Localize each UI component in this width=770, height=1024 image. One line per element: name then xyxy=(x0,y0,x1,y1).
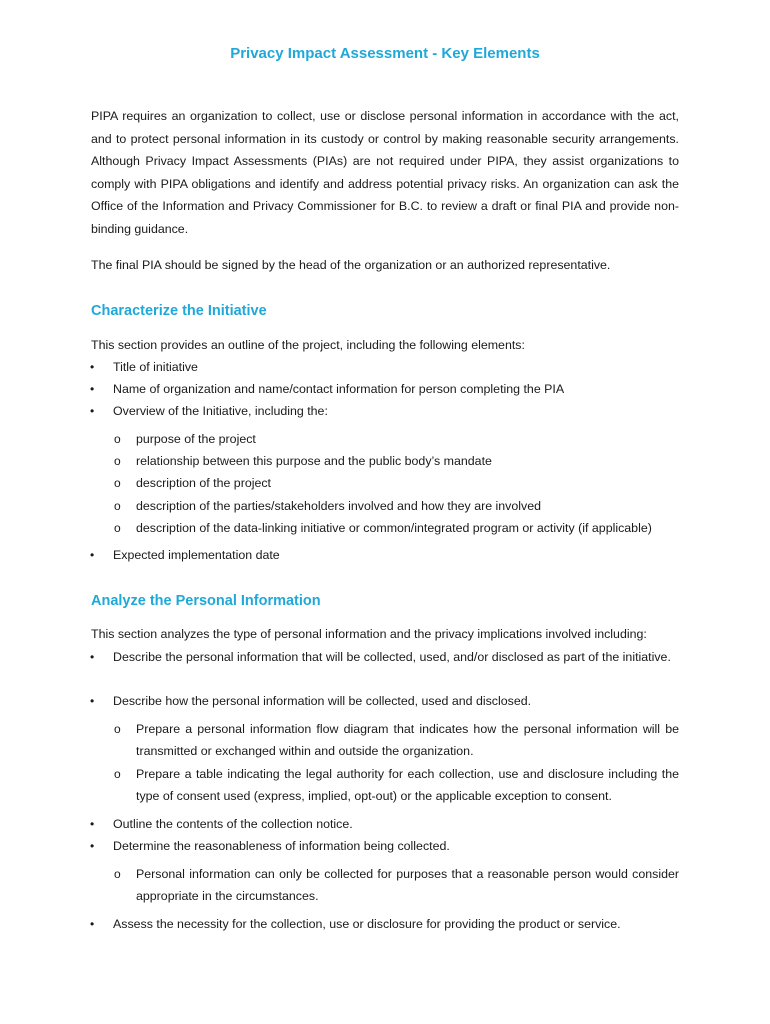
list-item: Name of organization and name/contact information for person completing the PIA xyxy=(113,382,565,396)
bullet-marker: • xyxy=(90,404,95,418)
list-item: Outline the contents of the collection notice. xyxy=(113,817,353,831)
bullet-marker: • xyxy=(90,650,95,664)
list-item: Describe how the personal information will be collected, used and disclosed. xyxy=(113,694,532,708)
sub-list-item: Prepare a personal information flow diagram that indicates how the personal information will be transmitted or exchanged within and outside the organization. xyxy=(136,722,679,758)
bullet-marker: • xyxy=(90,817,95,831)
sub-bullet-marker: o xyxy=(114,432,121,446)
section-heading-analyze: Analyze the Personal Information xyxy=(91,593,321,609)
sub-list-item: relationship between this purpose and the public body’s mandate xyxy=(136,454,492,468)
sub-list-item: Prepare a table indicating the legal authority for each collection, use and disclosure including the type of consent used (express, implied, opt-out) or the applicable exception to consent. xyxy=(136,767,679,803)
signature-paragraph: The final PIA should be signed by the head of the organization or an authorized representative. xyxy=(91,258,611,272)
intro-paragraph: PIPA requires an organization to collect, use or disclose personal information in accordance with the act, and to protect personal information in its custody or control by making reasonable security arrangements. Although Privacy Impact Assessments (PIAs) are not required under PIPA, they assist organizations to comply with PIPA obligations and identify and address potential privacy risks. An organization can ask the Office of the Information and Privacy Commissioner for B.C. to review a draft or final PIA and provide non-binding guidance. xyxy=(91,109,679,236)
list-item: Assess the necessity for the collection, use or disclosure for providing the product or service. xyxy=(113,917,621,931)
list-item: Title of initiative xyxy=(113,360,198,374)
sub-list-item: description of the data-linking initiative or common/integrated program or activity (if applicable) xyxy=(136,521,652,535)
sub-bullet-marker: o xyxy=(114,767,121,781)
bullet-marker: • xyxy=(90,917,95,931)
section-lead: This section analyzes the type of personal information and the privacy implications involved including: xyxy=(91,627,647,641)
bullet-marker: • xyxy=(90,694,95,708)
bullet-marker: • xyxy=(90,548,95,562)
sub-bullet-marker: o xyxy=(114,722,121,736)
list-item: Expected implementation date xyxy=(113,548,280,562)
sub-bullet-marker: o xyxy=(114,476,121,490)
bullet-marker: • xyxy=(90,382,95,396)
sub-bullet-marker: o xyxy=(114,499,121,513)
bullet-marker: • xyxy=(90,360,95,374)
document-title: Privacy Impact Assessment - Key Elements xyxy=(230,45,540,62)
sub-list-item: Personal information can only be collected for purposes that a reasonable person would consider appropriate in the circumstances. xyxy=(136,867,679,903)
list-item: Determine the reasonableness of information being collected. xyxy=(113,839,450,853)
sub-bullet-marker: o xyxy=(114,521,121,535)
sub-list-item: purpose of the project xyxy=(136,432,256,446)
bullet-marker: • xyxy=(90,839,95,853)
section-lead: This section provides an outline of the project, including the following elements: xyxy=(91,338,525,352)
sub-bullet-marker: o xyxy=(114,454,121,468)
list-item: Overview of the Initiative, including the: xyxy=(113,404,328,418)
sub-list-item: description of the parties/stakeholders involved and how they are involved xyxy=(136,499,542,513)
sub-list-item: description of the project xyxy=(136,476,271,490)
list-item: Describe the personal information that will be collected, used, and/or disclosed as part of the initiative. xyxy=(113,650,671,664)
sub-bullet-marker: o xyxy=(114,867,121,881)
section-heading-characterize: Characterize the Initiative xyxy=(91,303,267,319)
